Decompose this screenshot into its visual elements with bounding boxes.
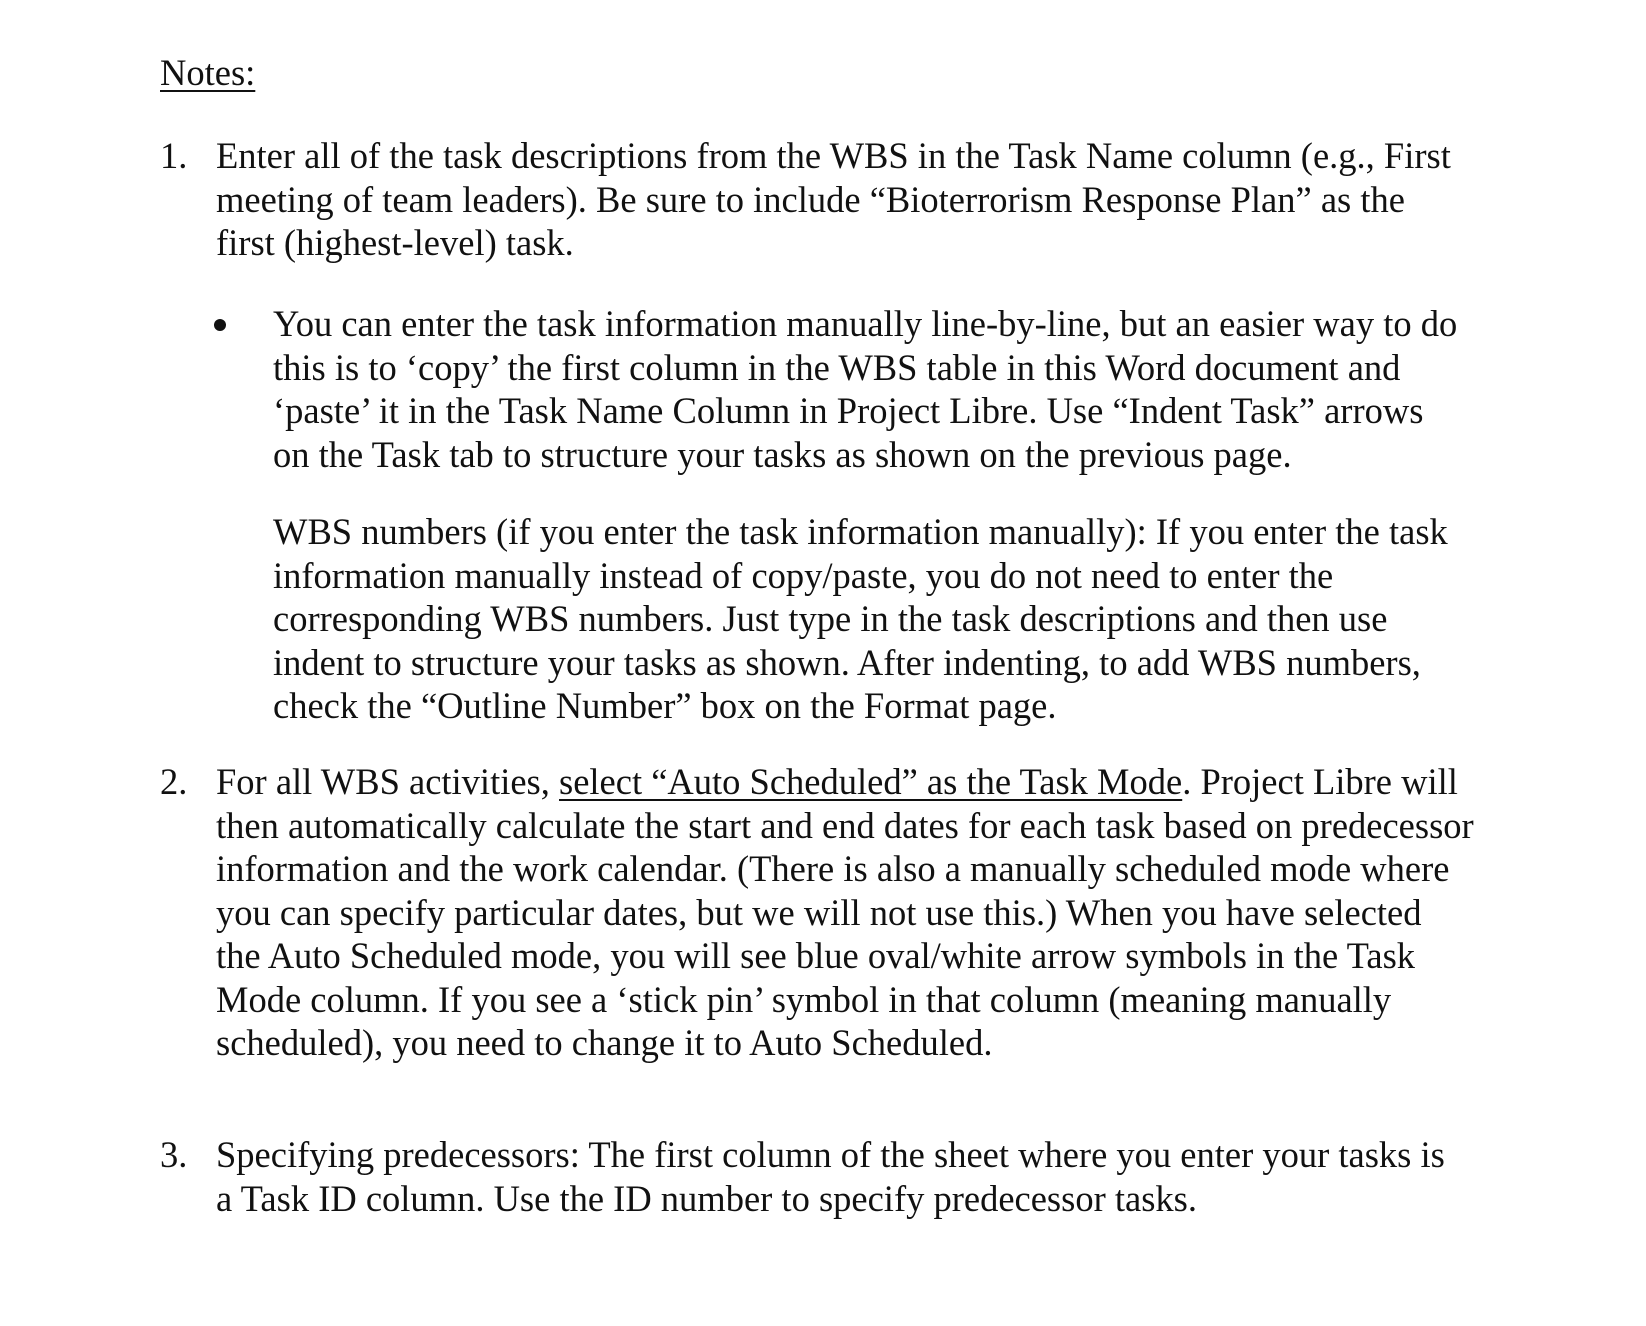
text-line: first (highest-level) task. bbox=[216, 222, 574, 263]
text-line: Enter all of the task descriptions from the WBS in the Task Name column (e.g., First bbox=[216, 135, 1451, 176]
text-line bbox=[216, 760, 1610, 804]
bullet-icon bbox=[214, 319, 226, 331]
text-line: a Task ID column. Use the ID number to specify predecessor tasks. bbox=[216, 1177, 1197, 1219]
underlined-instruction: select “Auto Scheduled” as the Task Mode bbox=[559, 761, 1183, 802]
list-item-text bbox=[216, 1133, 1610, 1220]
text-segment: For all WBS activities, bbox=[216, 761, 560, 802]
bullet-paragraph-2 bbox=[273, 510, 1610, 728]
text-line: corresponding WBS numbers. Just type in the task descriptions and then use bbox=[273, 598, 1388, 639]
text-line: indent to structure your tasks as shown. After indenting, to add WBS numbers, bbox=[273, 641, 1421, 683]
text-line: information and the work calendar. (There is also a manually scheduled mode where bbox=[216, 848, 1450, 889]
text-line: then automatically calculate the start and end dates for each task based on predecessor bbox=[216, 804, 1474, 846]
text-line: Mode column. If you see a ‘stick pin’ symbol in that column (meaning manually bbox=[216, 978, 1392, 1020]
text-line: WBS numbers (if you enter the task information manually): If you enter the task bbox=[273, 511, 1448, 552]
bullet-paragraph-1 bbox=[273, 302, 1610, 476]
list-item-text bbox=[216, 134, 1610, 265]
text-line: you can specify particular dates, but we will not use this.) When you have selected bbox=[216, 891, 1422, 933]
text-line: the Auto Scheduled mode, you will see blue oval/white arrow symbols in the Task bbox=[216, 935, 1416, 976]
text-line: on the Task tab to structure your tasks as shown on the previous page. bbox=[273, 433, 1292, 475]
text-line: ‘paste’ it in the Task Name Column in Project Libre. Use “Indent Task” arrows bbox=[273, 390, 1424, 431]
list-number: 1. bbox=[160, 135, 188, 176]
text-line: check the “Outline Number” box on the Format page. bbox=[273, 685, 1057, 726]
list-number: 3. bbox=[160, 1134, 188, 1175]
text-line: this is to ‘copy’ the first column in the WBS table in this Word document and bbox=[273, 346, 1401, 388]
text-line: meeting of team leaders). Be sure to include “Bioterrorism Response Plan” as the bbox=[216, 178, 1405, 220]
text-line: information manually instead of copy/paste, you do not need to enter the bbox=[273, 554, 1334, 596]
list-number: 2. bbox=[160, 761, 188, 802]
text-line: scheduled), you need to change it to Auto Scheduled. bbox=[216, 1022, 993, 1063]
text-line: You can enter the task information manually line-by-line, but an easier way to do bbox=[273, 303, 1458, 344]
notes-heading: Notes: bbox=[160, 52, 256, 93]
text-line: Specifying predecessors: The first column of the sheet where you enter your tasks is bbox=[216, 1134, 1445, 1175]
text-segment: . Project Libre will bbox=[1182, 761, 1458, 802]
list-item-text bbox=[216, 760, 1610, 1065]
